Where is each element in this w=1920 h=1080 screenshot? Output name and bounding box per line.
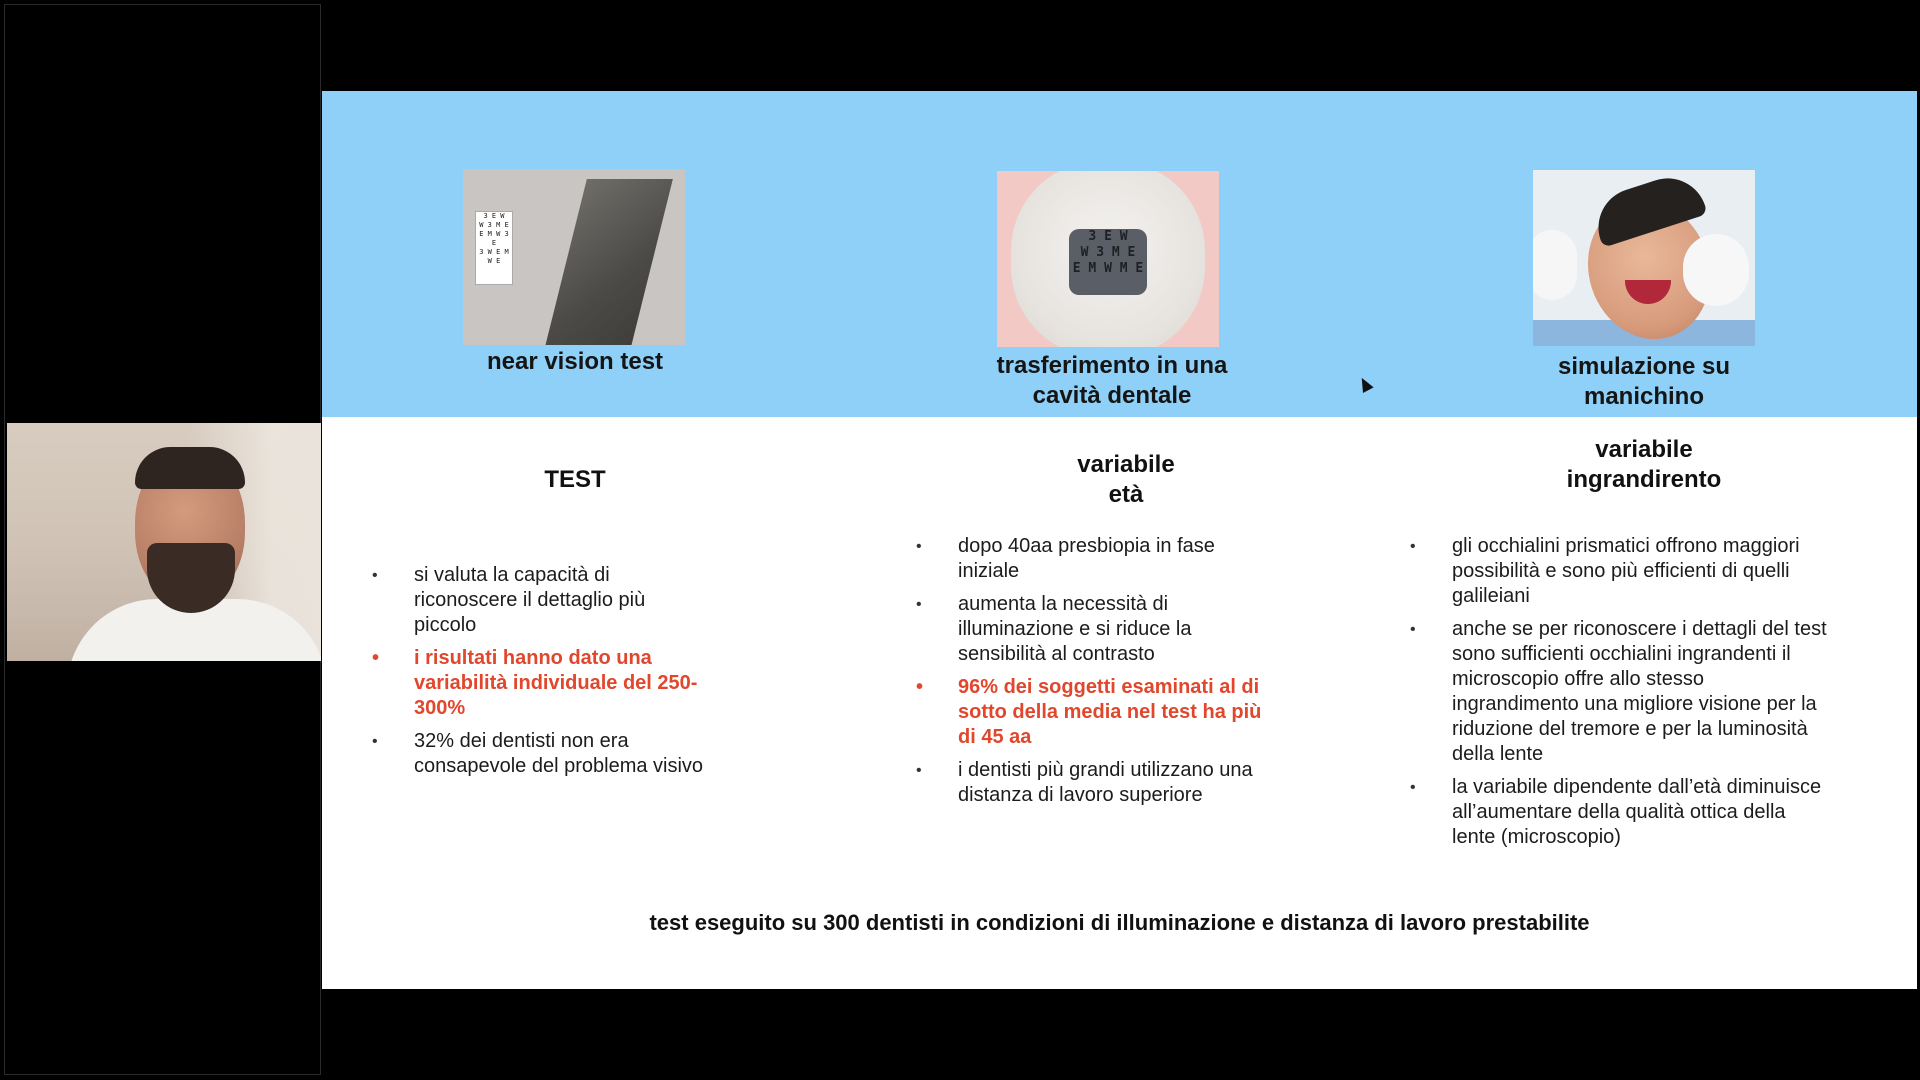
glove-left	[1533, 230, 1577, 300]
chart-row: W 3 M E	[479, 221, 509, 229]
list-item: • anche se per riconoscere i dettagli del test sono sufficienti occhialini ingrandenti il microscopio offre allo stesso ingrandimento una migliore visione per la riduzione del tremore e per la luminosità della lente	[1410, 617, 1830, 767]
bullet-list	[1410, 534, 1830, 858]
heading-line: età	[1108, 481, 1144, 508]
bullet-list	[372, 563, 712, 787]
chart-row: 3 E W	[483, 212, 505, 220]
chart-row: 3 E W	[1088, 229, 1128, 244]
caption-line: trasferimento in una	[996, 352, 1228, 379]
list-item: • i dentisti più grandi utilizzano una distanza di lavoro superiore	[916, 758, 1276, 808]
slide-footer-note: test eseguito su 300 dentisti in condizioni di illuminazione e distanza di lavoro prestabilite	[649, 910, 1590, 935]
presentation-slide	[322, 91, 1917, 989]
prism-block-icon	[543, 179, 673, 345]
glove-right	[1683, 234, 1749, 306]
heading-line: ingrandirento	[1566, 466, 1722, 493]
bullet-list	[916, 534, 1276, 816]
caption-line: near vision test	[486, 348, 664, 375]
participant-hair	[135, 447, 245, 489]
chart-row: 3 W E M W E	[479, 248, 509, 265]
cavity-chart	[1069, 229, 1147, 295]
caption-line: cavità dentale	[1032, 382, 1192, 409]
list-item-highlight: • 96% dei soggetti esaminati al di sotto della media nel test ha più di 45 aa	[916, 675, 1276, 750]
participant-video-tile[interactable]	[7, 423, 321, 661]
chart-row: E M W M E	[1072, 261, 1144, 276]
list-item: • la variabile dipendente dall’età diminuisce all’aumentare della qualità ottica della lente (microscopio)	[1410, 775, 1830, 850]
photo-caption	[962, 351, 1262, 411]
manikin-photo	[1533, 170, 1755, 346]
photo-caption	[1494, 352, 1794, 412]
column-heading	[425, 465, 725, 495]
column-heading	[1494, 435, 1794, 495]
list-item: • si valuta la capacità di riconoscere il dettaglio più piccolo	[372, 563, 712, 638]
photo-caption	[425, 347, 725, 377]
chart-row: E M W 3 E	[479, 230, 509, 247]
list-item-highlight: • i risultati hanno dato una variabilità individuale del 250-300%	[372, 646, 712, 721]
list-item: • dopo 40aa presbiopia in fase iniziale	[916, 534, 1276, 584]
list-item: • gli occhialini prismatici offrono maggiori possibilità e sono più efficienti di quelli galileiani	[1410, 534, 1830, 609]
list-item: • aumenta la necessità di illuminazione e si riduce la sensibilità al contrasto	[916, 592, 1276, 667]
chart-row: W 3 M E	[1080, 245, 1136, 260]
caption-line: manichino	[1583, 383, 1704, 410]
near-vision-test-photo	[463, 169, 685, 345]
heading-line: TEST	[544, 466, 606, 493]
vision-chart-card	[475, 211, 513, 285]
heading-line: variabile	[1595, 436, 1693, 463]
tooth-cavity-photo	[997, 171, 1219, 347]
list-item: • 32% dei dentisti non era consapevole del problema visivo	[372, 729, 712, 779]
heading-line: variabile	[1077, 451, 1175, 478]
column-heading	[976, 450, 1276, 510]
caption-line: simulazione su	[1557, 353, 1731, 380]
participant-sidebar	[4, 4, 321, 1075]
